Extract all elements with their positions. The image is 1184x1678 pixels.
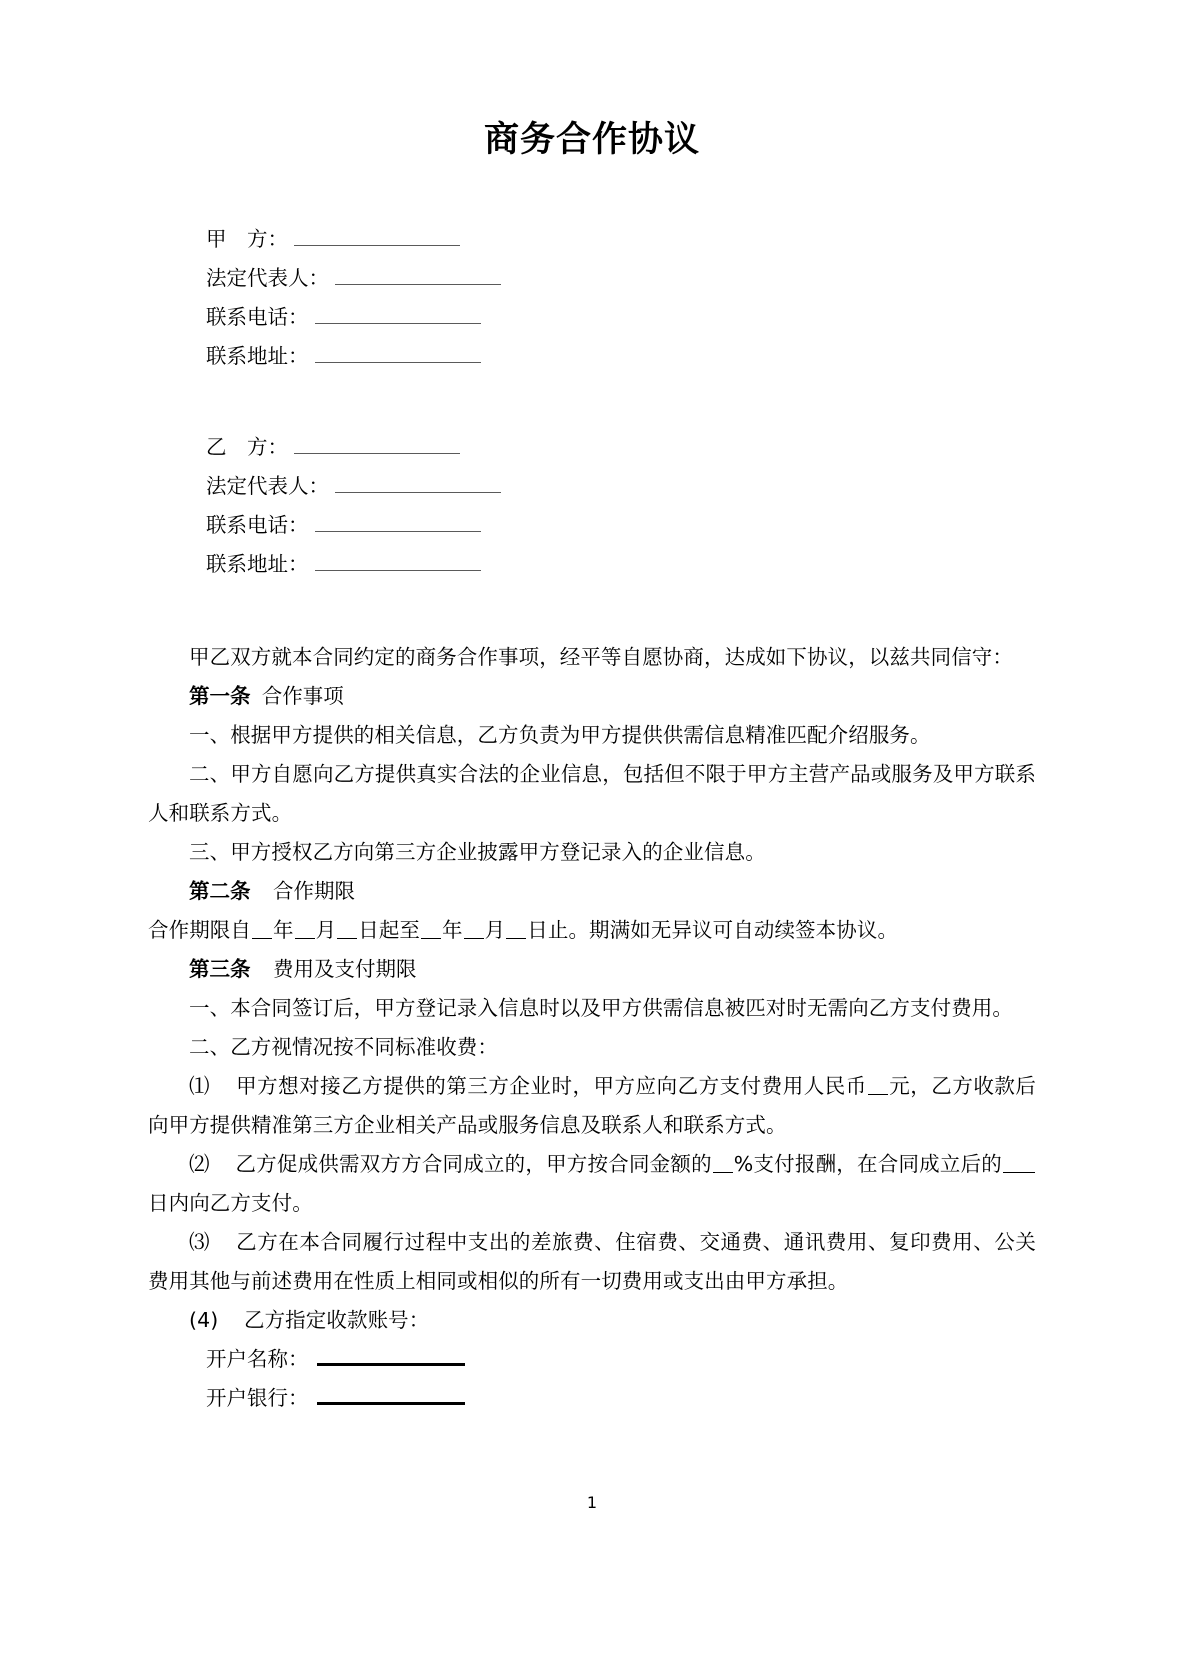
clause-2-term-line — [148, 911, 1036, 950]
term-end-year-blank[interactable] — [421, 918, 441, 938]
term-suffix: 日止。期满如无异议可自动续签本协议。 — [527, 917, 899, 942]
term-to-label: 日起至 — [358, 917, 421, 942]
party-a-legal-rep-row — [148, 259, 1036, 298]
subitem-4-marker: (4) — [189, 1307, 219, 1332]
clause-3-name: 费用及支付期限 — [273, 956, 417, 981]
clause-3-item-1: 一、本合同签订后，甲方登记录入信息时以及甲方供需信息被匹对时无需向乙方支付费用。 — [189, 995, 1013, 1020]
term-end-day-blank[interactable] — [506, 918, 526, 938]
subitem-4-text: 乙方指定收款账号： — [243, 1307, 430, 1332]
party-b-legal-rep-row — [148, 467, 1036, 506]
clause-1-item-1: 一、根据甲方提供的相关信息，乙方负责为甲方提供供需信息精准匹配介绍服务。 — [189, 722, 931, 747]
party-a-phone-row — [148, 298, 1036, 337]
subitem-2-days-blank[interactable] — [1003, 1152, 1035, 1172]
subitem-2-text-b: %支付报酬，在合同成立后的 — [733, 1151, 1002, 1176]
party-a-address-row — [148, 337, 1036, 376]
party-a-name-row — [148, 220, 1036, 259]
clause-1-item-3: 三、甲方授权乙方向第三方企业披露甲方登记录入的企业信息。 — [189, 839, 766, 864]
party-a-address-blank[interactable] — [315, 343, 481, 363]
subitem-1-text-b: 元，乙方收款后向甲方提供精准第三方企业相关产品或服务信息及联系人和联系方式。 — [148, 1073, 1037, 1137]
page-title: 商务合作协议 — [483, 120, 700, 160]
subitem-3-text: 乙方在本合同履行过程中支出的差旅费、住宿费、交通费、通讯费用、复印费用、公关费用其他与前述费用在性质上相同或相似的所有一切费用或支出由甲方承担。 — [148, 1229, 1036, 1293]
party-a-address-label: 联系地址： — [206, 343, 309, 368]
clause-1-heading — [148, 677, 1036, 716]
clause-3-subitem-3 — [148, 1223, 1036, 1301]
bank-name-row — [148, 1379, 1036, 1418]
clause-3-heading — [148, 950, 1036, 989]
subitem-1-text-a: 甲方想对接乙方提供的第三方企业时，甲方应向乙方支付费用人民币 — [235, 1073, 867, 1098]
party-a-phone-label: 联系电话： — [206, 304, 309, 329]
clause-1-item-2: 二、甲方自愿向乙方提供真实合法的企业信息，包括但不限于甲方主营产品或服务及甲方联系人和联系方式。 — [148, 761, 1036, 825]
term-month-label-start: 月 — [315, 917, 337, 942]
page-number: 1 — [586, 1493, 598, 1512]
party-a-phone-blank[interactable] — [315, 304, 481, 324]
party-a-block — [148, 220, 1036, 376]
preamble-paragraph: 甲乙双方就本合同约定的商务合作事项，经平等自愿协商，达成如下协议，以兹共同信守： — [189, 644, 1013, 669]
bank-account-name-row — [148, 1340, 1036, 1379]
subitem-2-marker: ⑵ — [189, 1151, 210, 1176]
party-a-legal-rep-label: 法定代表人： — [206, 265, 329, 290]
bank-account-name-blank[interactable] — [317, 1345, 465, 1366]
clause-1-number: 第一条 — [189, 683, 251, 708]
clause-3-number: 第三条 — [189, 956, 251, 981]
subitem-2-text-c: 日内向乙方支付。 — [148, 1190, 313, 1215]
clause-3-subitem-2 — [148, 1145, 1036, 1223]
subitem-2-text-a: 乙方促成供需双方方合同成立的，甲方按合同金额的 — [235, 1151, 712, 1176]
bank-name-blank[interactable] — [317, 1384, 465, 1405]
clause-3-subitem-1 — [148, 1067, 1036, 1145]
party-a-name-label: 甲 方： — [206, 226, 288, 251]
party-b-name-label: 乙 方： — [206, 434, 288, 459]
party-b-legal-rep-label: 法定代表人： — [206, 473, 329, 498]
party-b-block — [148, 428, 1036, 584]
subitem-1-marker: ⑴ — [189, 1073, 211, 1098]
clause-3-item-2: 二、乙方视情况按不同标准收费： — [189, 1034, 498, 1059]
term-prefix: 合作期限自 — [148, 917, 251, 942]
clause-1-name: 合作事项 — [261, 683, 344, 708]
party-b-address-row — [148, 545, 1036, 584]
clause-2-number: 第二条 — [189, 878, 251, 903]
term-end-month-blank[interactable] — [464, 918, 484, 938]
party-b-phone-label: 联系电话： — [206, 512, 309, 537]
subitem-1-amount-blank[interactable] — [868, 1074, 888, 1094]
party-b-name-row — [148, 428, 1036, 467]
term-year-label-end: 年 — [442, 917, 463, 942]
subitem-2-percent-blank[interactable] — [713, 1152, 733, 1172]
clause-3-subitem-4 — [148, 1301, 1036, 1340]
bank-name-label: 开户银行： — [206, 1385, 309, 1410]
term-start-day-blank[interactable] — [337, 918, 357, 938]
term-month-label-end: 月 — [484, 917, 506, 942]
party-a-name-blank[interactable] — [294, 226, 460, 246]
party-b-phone-blank[interactable] — [315, 512, 481, 532]
term-year-label-start: 年 — [273, 917, 294, 942]
term-start-month-blank[interactable] — [295, 918, 315, 938]
party-b-address-blank[interactable] — [315, 551, 481, 571]
party-a-legal-rep-blank[interactable] — [335, 265, 501, 285]
subitem-3-marker: ⑶ — [189, 1229, 211, 1254]
clause-2-name: 合作期限 — [273, 878, 356, 903]
party-b-phone-row — [148, 506, 1036, 545]
bank-account-name-label: 开户名称： — [206, 1346, 309, 1371]
clause-2-heading — [148, 872, 1036, 911]
party-b-legal-rep-blank[interactable] — [335, 473, 501, 493]
term-start-year-blank[interactable] — [252, 918, 272, 938]
party-b-name-blank[interactable] — [294, 434, 460, 454]
document-body — [0, 220, 1184, 1418]
party-b-address-label: 联系地址： — [206, 551, 309, 576]
